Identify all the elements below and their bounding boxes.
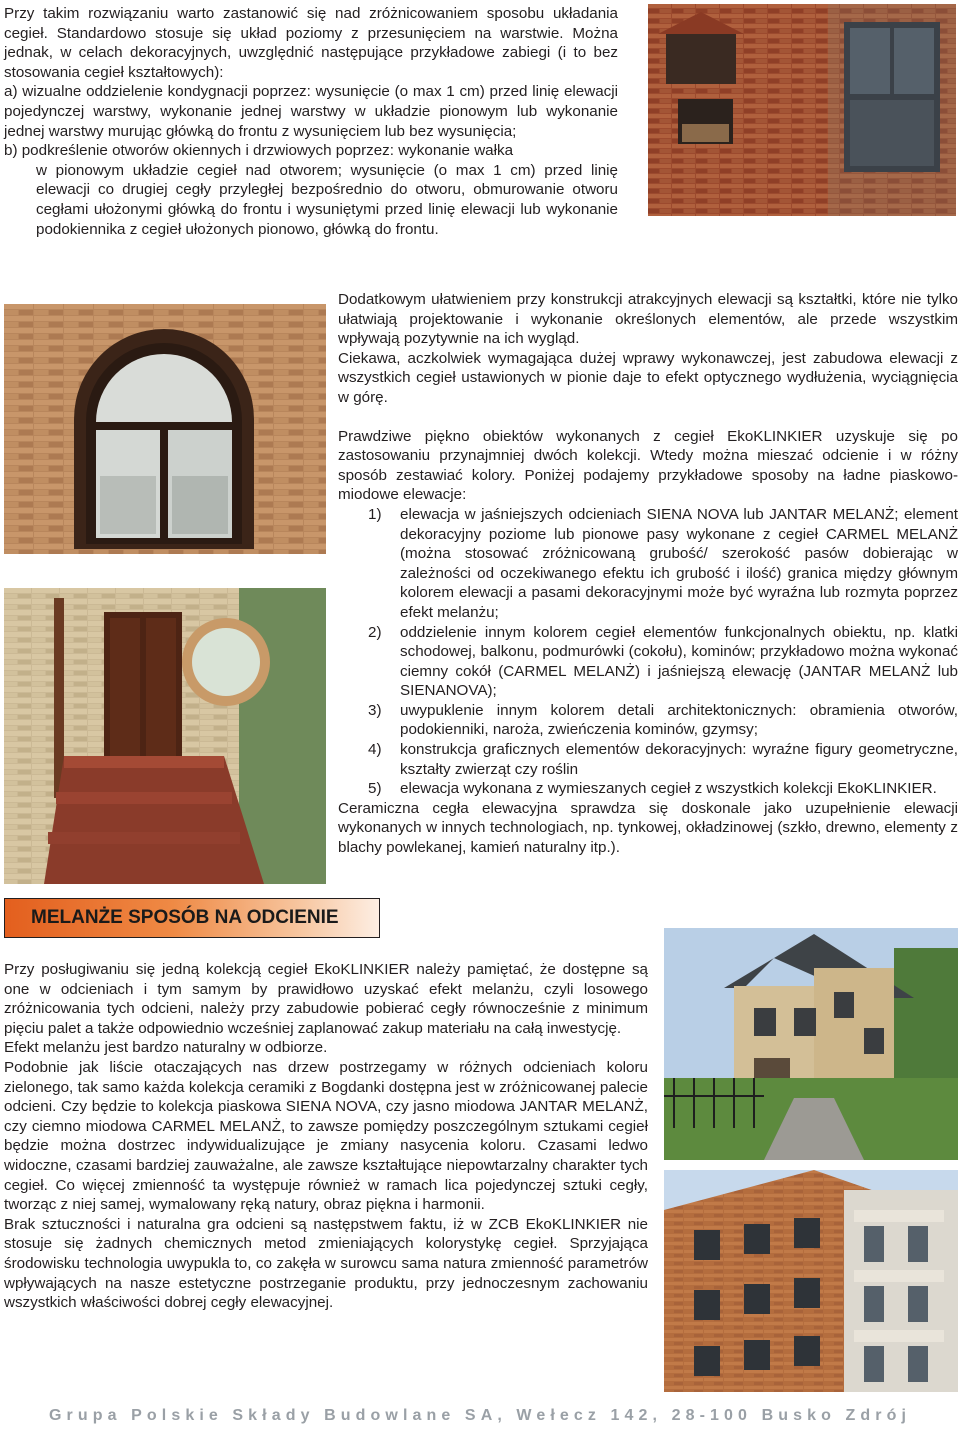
photo-brick-house	[664, 928, 958, 1160]
melanze-paragraph-2: Efekt melanżu jest bardzo naturalny w odbiorze.	[4, 1039, 328, 1057]
right-paragraph-1: Dodatkowym ułatwieniem przy konstrukcji atrakcyjnych elewacji są kształtki, które nie tylko ułatwiają projektowanie i wykonanie określonych elementów, ale przede wszystkim wpływają pozytywnie na ich wygląd.	[338, 291, 958, 348]
intro-point-b-rest: w pionowym układzie cegieł nad otworem; wysunięcie (o max 1 cm) przed linię elewacji co drugiej cegły przyległej bezpośrednio do otworu, obmurowanie otworu cegłami ułożonymi główką do frontu i wysuniętymi przed linię elewacji lub wykonanie podokiennika z cegieł ułożonych pionowo, główką do frontu.	[36, 161, 618, 238]
melanze-paragraph-3: Podobnie jak liście otaczających nas drzew postrzegamy w różnych odcieniach koloru zielonego, tak samo każda kolekcja ceramiki z Bogdanki dostępna jest w zróżnicowanej palecie odcieni. Czy będzie to kolekcja piaskowa SIENA NOVA, czy jasno miodowa JANTAR MELANŻ, czy ciemno miodowa CARMEL MELANŻ, to zawsze pomiędzy poszczególnym sztukami cegieł będzie można dostrzec indywidualizujące je zmiany nasycenia koloru. Czasami ledwo widoczne, czasami bardziej zauważalne, ale zawsze kształtujące niepowtarzalny charakter tych cegieł. Co więcej zmienność ta występuje również w ramach lica pojedynczej sztuki cegły, tworząc z niej samej, wymalowany ręką natury, obraz piękna i harmonii.	[4, 1058, 648, 1214]
list-item: 1) elewacja w jaśniejszych odcieniach SIENA NOVA lub JANTAR MELANŻ; element dekoracyjny poziome lub pionowe pasy wykonane z cegieł CARMEL MELANŻ (można stosować zróżnicowaną grubość/ szerokość pasów dobierając w zależności od oczekiwanego efektu ich grubość i ilość) granica między głównym kolorem elewacji a pasami dekoracyjnymi może być wyraźna lub rozmyta poprzez efekt melanżu;	[368, 505, 958, 621]
right-column-text	[338, 290, 958, 858]
list-item: 5) elewacja wykonana z wymieszanych cegieł z wszystkich kolekcji EkoKLINKIER.	[368, 780, 937, 798]
intro-text	[4, 4, 618, 239]
right-paragraph-3: Prawdziwe piękno obiektów wykonanych z cegieł EkoKLINKIER uzyskuje się po zastosowaniu przynajmniej dwóch kolekcji. Wtedy można mieszać odcienie i w różny sposób zestawiać kolory. Poniżej podajemy przykładowe sposoby na ładne piaskowo-miodowe elewacje:	[338, 427, 958, 504]
facade-options-list	[338, 505, 958, 799]
section-heading: MELANŻE SPOSÓB NA ODCIENIE	[4, 898, 380, 938]
intro-point-a: a) wizualne oddzielenie kondygnacji poprzez: wysunięcie (o max 1 cm) przed linię elewacji pojedynczej warstwy, wykonanie jednej warstwy w układzie pionowym lub wykonanie jednej warstwy murując główką do frontu z wysunięciem lub bez wysunięcia;	[4, 83, 618, 140]
right-paragraph-2: Ciekawa, aczkolwiek wymagająca dużej wprawy wykonawczej, jest zabudowa elewacji z wszystkich cegieł ustawionych w pionie daje to efekt optycznego wydłużenia, wyciągnięcia w górę.	[338, 349, 958, 406]
list-item: 4) konstrukcja graficznych elementów dekoracyjnych: wyraźne figury geometryczne, kształty zwierząt czy roślin	[368, 741, 958, 778]
intro-paragraph: Przy takim rozwiązaniu warto zastanowić się nad zróżnicowaniem sposobu układania cegieł. Standardowo stosuje się układ poziomy z przesunięciem na warstwie. Można jednak, w celach dekoracyjnych, uwzględnić następujące przykładowe zabiegi (i to bez stosowania cegieł kształtowych):	[4, 5, 618, 81]
photo-apartment-building	[664, 1170, 958, 1392]
right-paragraph-4: Ceramiczna cegła elewacyjna sprawdza się doskonale jako uzupełnienie elewacji wykonanych w innych technologiach, np. tynkowej, okładzinowej (szkło, drewno, elementy z blachy powlekanej, kamień naturalny itp.).	[338, 799, 958, 857]
melanze-paragraph-4: Brak sztuczności i naturalna gra odcieni są następstwem faktu, iż w ZCB EkoKLINKIER nie stosuje się żadnych chemicznych metod zmieniających kolorystykę cegieł. Sprzyjająca środowisku technologia uwypukla to, co zakęła w surowcu sama natura zmienność parametrów wpływających na nasze estetyczne postrzeganie produktu, przy jednoczesnym zachowaniu wszystkich właściwości dobrej cegły elewacyjnej.	[4, 1215, 648, 1312]
intro-point-b-first: b) podkreślenie otworów okiennych i drzwiowych poprzez: wykonanie wałka	[4, 142, 514, 160]
list-item: 3) uwypuklenie innym kolorem detali architektonicznych: obramienia otworów, podokienniki, naroża, zwieńczenia kominów, gzymsy;	[368, 701, 958, 739]
footer-company-address: Grupa Polskie Składy Budowlane SA, Wełecz 142, 28-100 Busko Zdrój	[48, 1407, 912, 1424]
photo-arched-window	[4, 304, 326, 554]
photo-entrance-door	[4, 588, 326, 884]
melanze-paragraph-1: Przy posługiwaniu się jedną kolekcją cegieł EkoKLINKIER należy pamiętać, że dostępne są one w odcieniach i tym samym by prawidłowo uzyskać efekt melanżu, czyli losowego zróżnicowania tych odcieni, należy przy zabudowie pobierać cegły równocześnie z minimum pięciu palet a także odpowiednio wcześniej zaplanować zakup materiału na całą inwestycję.	[4, 961, 648, 1037]
photo-brick-barbecue	[648, 4, 956, 216]
melanze-text	[4, 960, 648, 1313]
list-item: 2) oddzielenie innym kolorem cegieł elementów funkcjonalnych obiektu, np. klatki schodowej, balkonu, podmurówki (cokołu), kominów; przykładowo można wykonać ciemny cokół (CARMEL MELANŻ) i jaśniejszą elewację (JANTAR MELANŻ lub SIENANOVA);	[368, 623, 958, 700]
